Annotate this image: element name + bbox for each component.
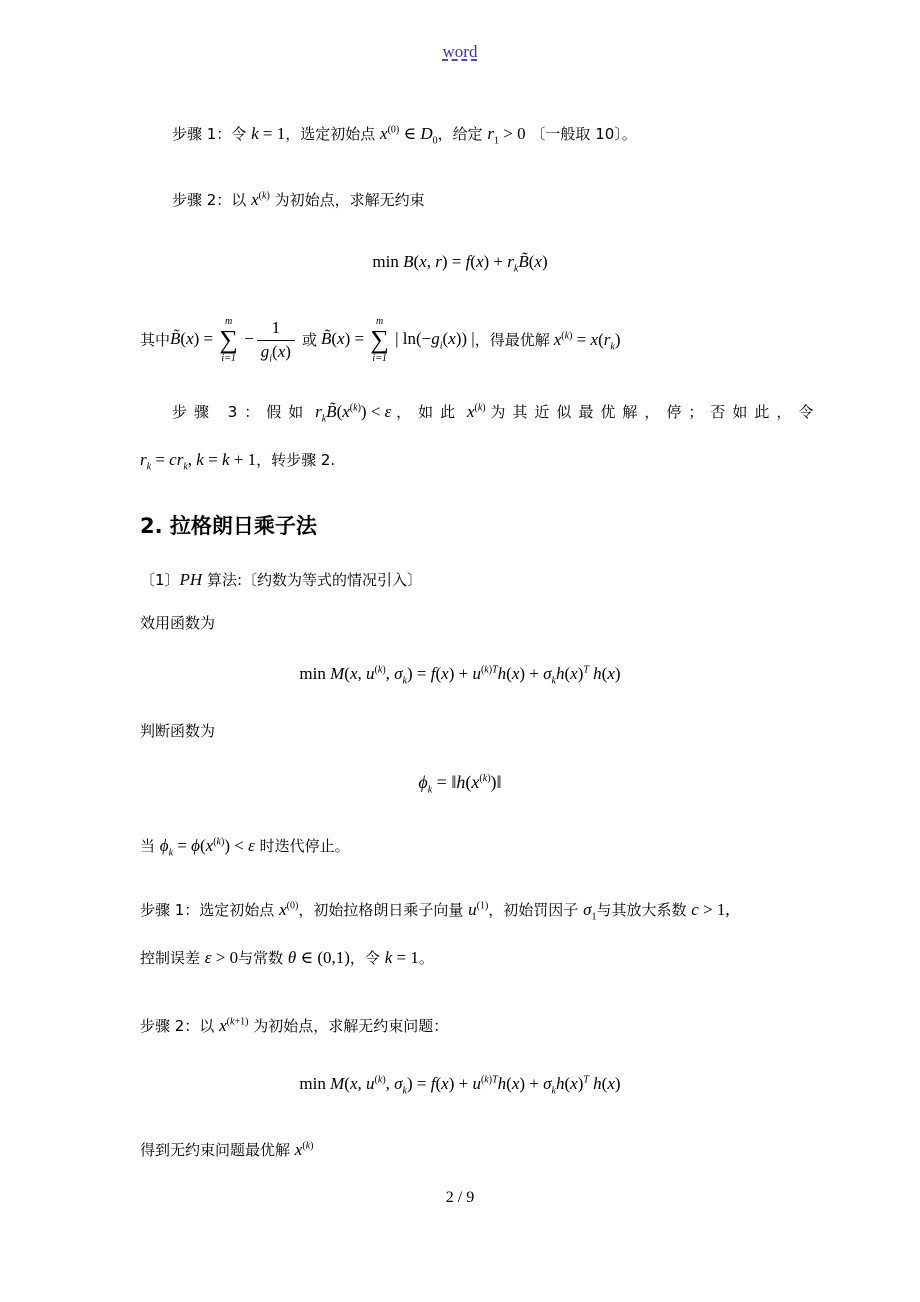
formula-r1-gt-0: $r_1 > 0$ — [487, 124, 526, 147]
formula-k-eq-1: k = 1 — [384, 948, 419, 967]
formula-theta: θ ∈ (0,1) — [287, 948, 350, 967]
formula-min-M-2: min M(x, $u^{(k)}$, $\sigma_k) = f(x) + u^{(k)T}h(x) + \sigma_kh(x)^T$ h(x) — [299, 1074, 621, 1097]
barrier-where-line: 其中 B̃(x) = m ∑ i=1 − $\frac{1}{g_i(x)}$ 或 B̃(x) = m ∑ i=1 | $\ln(-g_i(x))$ | ，得最优解 $x^{(k)} = x(r_k)$ — [140, 316, 621, 364]
formula-xk: $x^{(k)}$ — [251, 190, 270, 209]
page-number: 2 / 9 — [445, 1189, 475, 1206]
formula-x0-in-D0: $x^{(0)}$ ∈ $D_0$ — [380, 124, 438, 147]
formula-stop-cond: $r_kB̃(x^{(k)}) < \varepsilon$ — [315, 402, 392, 425]
formula-B-log: B̃(x) = m ∑ i=1 | $\ln(-g_i(x))$ | — [320, 316, 475, 364]
formula-xk: $x^{(k)}$ — [466, 402, 486, 421]
formula-xk1: $x^{(k+1)}$ — [219, 1016, 249, 1035]
result-line: 得到无约束问题最优解 $x^{(k)}$ — [140, 1140, 314, 1159]
formula-B-inverse: B̃(x) = m ∑ i=1 − $\frac{1}{g_i(x)}$ — [170, 316, 298, 364]
barrier-step-2: 步骤 2：以 $x^{(k)}$ 为初始点，求解无约束 — [172, 190, 425, 209]
formula-c-gt-1: c > 1, — [691, 900, 730, 919]
utility-label: 效用函数为 — [140, 614, 216, 632]
formula-min-B: min B(x, $r) = f(x) + r_kB̃(x)$ — [372, 252, 548, 275]
ph-step-1-cont: 控制误差 ε > 0与常数 θ ∈ (0,1)，令 k = 1。 — [140, 948, 434, 967]
judge-label: 判断函数为 — [140, 722, 216, 740]
header-word-link[interactable]: word — [442, 42, 478, 61]
formula-xk: $x^{(k)}$ — [294, 1140, 314, 1159]
formula-sigma1: $\sigma_1$ — [583, 900, 597, 923]
formula-min-M: min M(x, $u^{(k)}$, $\sigma_k) = f(x) + u^{(k)T}h(x) + \sigma_kh(x)^T$ h(x) — [299, 664, 621, 687]
formula-u1: $u^{(1)}$ — [468, 900, 489, 919]
barrier-step-3-cont: $r_k = cr_k$, k = k + 1，转步骤 2. — [140, 450, 336, 473]
section-title: 2. 拉格朗日乘子法 — [140, 514, 317, 538]
formula-k-eq-1: k = 1 — [251, 124, 286, 143]
formula-phi-lt-eps: $\phi_k = \phi(x^{(k)}) < \varepsilon$ — [159, 836, 255, 859]
barrier-step-3: 步骤 3：假如 $r_kB̃(x^{(k)}) < \varepsilon$ ，如此 $x^{(k)}$ 为其近似最优解，停；否如此，令 — [172, 402, 821, 425]
formula-phi-k: $\phi_k$ = $‖h(x^{(k)})‖$ — [418, 772, 502, 796]
formula-xk-eq-x-rk: $x^{(k)} = x(r_k)$ — [553, 329, 621, 353]
formula-x0: $x^{(0)}$ — [279, 900, 299, 919]
formula-update: $r_k = cr_k$, k = k + 1 — [140, 450, 257, 473]
barrier-step-1: 步骤 1：令 k = 1，选定初始点 $x^{(0)}$ ∈ $D_0$，给定 $r_1 > 0$ 〔一般取 10〕。 — [172, 124, 637, 147]
ph-step-1: 步骤 1：选定初始点 $x^{(0)}$，初始拉格朗日乘子向量 $u^{(1)}$，初始罚因子 $\sigma_1$与其放大系数 c > 1, — [140, 900, 730, 923]
stop-condition: 当 $\phi_k = \phi(x^{(k)}) < \varepsilon$ 时迭代停止。 — [140, 836, 350, 859]
ph-intro: 〔1〕PH 算法:〔约数为等式的情况引入〕 — [140, 570, 423, 589]
ph-step-2: 步骤 2：以 $x^{(k+1)}$ 为初始点，求解无约束问题： — [140, 1016, 449, 1035]
formula-eps-gt-0: ε > 0 — [204, 948, 239, 967]
